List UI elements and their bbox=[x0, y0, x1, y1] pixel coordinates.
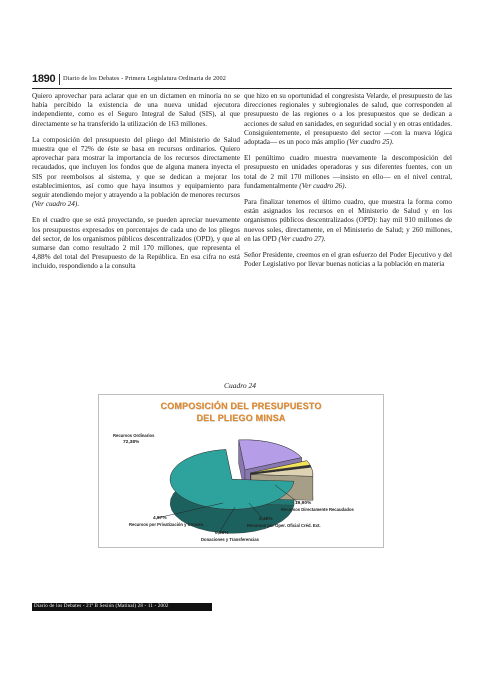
slice-label: Recursos por Privatización y Conces. bbox=[129, 522, 204, 527]
header-title: Diario de los Debates - Primera Legislatura Ordinaria de 2002 bbox=[63, 75, 226, 82]
paragraph: Quiero aprovechar para aclarar que en un dictamen en minoría no se había percibido la existencia de una nueva unidad ejecutora independiente, como es el Seguro Integral de Salud (SIS), al que directamente se ha transferido la utilización de 163 millones. bbox=[32, 92, 240, 128]
header-rule bbox=[32, 88, 452, 89]
slice-percent: 2,46% bbox=[259, 517, 273, 522]
paragraph: El penúltimo cuadro muestra nuevamente la descomposición del presupuesto en unidades operadoras y sus diferentes fuentes, con un total de 2 mil 170 millones —insisto en ello— en el nivel central, fundamentalmente (Ver cuadro 26). bbox=[244, 154, 452, 190]
paragraph: En el cuadro que se está proyectando, se pueden apreciar nuevamente los presupuestos expresados en porcentajes de cada uno de los pliegos del sector, de los organismos públicos descentralizados (OPD), y que al sumarse dan como resultado 2 mil 170 millones, que representa el 4,88% del total del Presupuesto de la República. En esa cifra no está incluido, respondiendo a la consulta bbox=[32, 216, 240, 271]
footer-text: Diario de los Debates - 21ª B Sesión (Matinal) 28 - 11 - 2002 bbox=[34, 604, 169, 609]
figure-caption: Cuadro 24 bbox=[223, 381, 257, 390]
chart-title-line2: DEL PLIEGO MINSA bbox=[196, 413, 286, 423]
page-number: 1890 bbox=[32, 73, 56, 85]
slice-percent: 0,39% bbox=[215, 531, 229, 536]
paragraph: Señor Presidente, creemos en el gran esfuerzo del Poder Ejecutivo y del Poder Legislativo por llevar buenas noticias a la población en materia bbox=[244, 251, 452, 269]
chart-title-line1: COMPOSICIÓN DEL PRESUPUESTO bbox=[160, 401, 322, 411]
slice-percent: 72,38% bbox=[123, 440, 140, 445]
header-separator bbox=[59, 74, 60, 85]
left-column bbox=[32, 92, 240, 279]
slice-label: Recursos Directamente Recaudados bbox=[281, 507, 354, 512]
page-header bbox=[32, 73, 452, 87]
slice-label: Recursos Ordinarios bbox=[113, 433, 155, 438]
paragraph: Para finalizar tenemos el último cuadro, que muestra la forma como están asignados los recursos en el Ministerio de Salud y en los organismos públicos descentralizados (OPD): hay mil 910 millones de nuevos soles, directamente, en el Ministerio de Salud; y 260 millones, en las OPD (Ver cuadro 27). bbox=[244, 198, 452, 243]
paragraph: La composición del presupuesto del pliego del Ministerio de Salud muestra que el 72% de éste se basa en recursos ordinarios. Quiero aprovechar para mostrar la importancia de los recursos directamente recaudados, que incluyen los fondos que de alguna manera inyecta el SIS por reembolsos al sistema, y que se dedican a mejorar los establecimientos, así como que haya insumos y equipamiento para seguir atendiendo mejor y atrayendo a la población de menores recursos (Ver cuadro 24). bbox=[32, 135, 240, 209]
slice-label: Donaciones y Transferencias bbox=[201, 537, 259, 542]
right-column bbox=[244, 92, 452, 276]
slice-label: Recursos por Oper. Oficial Créd. Ext. bbox=[247, 523, 321, 528]
pie-chart bbox=[98, 394, 384, 548]
paragraph: que hizo en su oportunidad el congresista Velarde, el presupuesto de las direcciones regionales y subregionales de salud, que corresponden al presupuesto de las regiones o a los presupuestos que se dedican a acciones de salud en sanidades, en seguridad social y en otras entidades. Consiguientemente, el presupuesto del sector —con la nueva lógica adoptada— es un poco más amplio (Ver cuadro 25). bbox=[244, 92, 452, 147]
slice-percent: 4,87% bbox=[153, 516, 167, 521]
slice-percent: 19,90% bbox=[295, 501, 312, 506]
